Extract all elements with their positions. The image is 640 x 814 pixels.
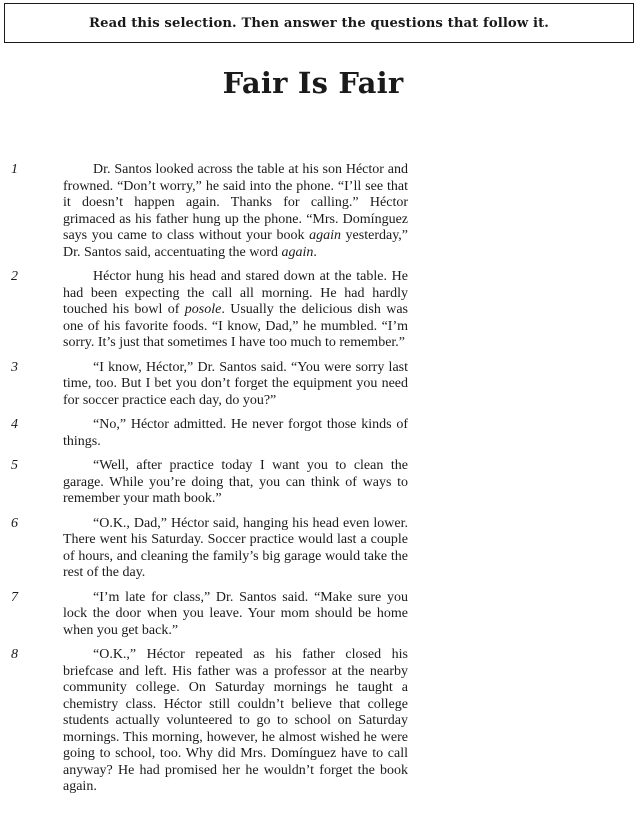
text-segment: “O.K., Dad,” Héctor said, hanging his head even lower. There went his Saturday. Soccer practice would last a couple of hours, and cleaning the family’s big garage would take the rest of the day. [63,515,408,580]
paragraph-text [63,516,408,582]
text-segment: Héctor hung his head and stared down at the table. He had been expecting the call all morning. He had hardly touched his bowl of [63,269,408,317]
text-segment: Dr. Santos looked across the table at his son Héctor and frowned. “Don’t worry,” he said into the phone. “I’ll see that it doesn’t happen again. Thanks for calling.” Héctor grimaced as his father hung up the phone. “Mrs. Domínguez says you came to class without your book [63,162,408,243]
text-segment: “I know, Héctor,” Dr. Santos said. “You were sorry last time, too. But I bet you don’t forget the equipment you need for soccer practice each day, do you?” [63,359,408,408]
paragraph-number: 8 [11,647,18,662]
paragraph-text [63,162,408,261]
paragraph [0,458,640,508]
paragraph-number: 6 [11,515,18,531]
text-segment: . [313,244,317,260]
paragraph-number: 2 [11,269,18,284]
paragraph-number: 3 [11,359,18,375]
paragraph-text [63,458,408,508]
paragraph-text [63,269,408,352]
story-body [0,162,640,804]
paragraph [0,162,640,261]
italic-word: again [281,244,314,260]
text-segment: “No,” Héctor admitted. He never forgot those kinds of things. [63,417,408,449]
paragraph-text [63,647,408,796]
text-segment: yesterday,” Dr. Santos said, accentuating the word [63,228,409,260]
paragraph [0,360,640,410]
paragraph [0,269,640,352]
instruction-box [4,3,634,43]
paragraph [0,516,640,582]
paragraph [0,417,640,450]
paragraph-text [63,590,408,640]
paragraph [0,590,640,640]
text-segment: “O.K.,” Héctor repeated as his father closed his briefcase and left. His father was a professor at the nearby community college. On Saturday mornings he taught a chemistry class. Héctor still couldn’t believe that college students actually volunteered to go to school on Saturday mornings. This morning, however, he almost wished he were going to school, too. Why did Mrs. Domínguez have to call anyway? He had promised her he wouldn’t forget the book again. [63,647,408,794]
paragraph-text [63,417,408,450]
italic-word: again [309,228,341,243]
text-segment: . Usually the delicious dish was one of his favorite foods. “I know, Dad,” he mumbled. “I’m sorry. It’s just that sometimes I have too much to remember.” [63,302,409,350]
italic-word: posole [184,302,222,317]
page-title: Fair Is Fair [222,66,404,100]
paragraph-number: 5 [11,458,18,473]
text-segment: “I’m late for class,” Dr. Santos said. “Make sure you lock the door when you leave. Your mom should be home when you get back.” [63,589,408,638]
paragraph [0,647,640,796]
paragraph-number: 1 [11,162,18,177]
instruction-text: Read this selection. Then answer the questions that follow it. [89,15,549,31]
paragraph-number: 7 [11,589,18,605]
paragraph-number: 4 [11,417,18,432]
text-segment: “Well, after practice today I want you to clean the garage. While you’re doing that, you can think of ways to remember your math book.” [63,458,408,506]
paragraph-text [63,360,408,410]
